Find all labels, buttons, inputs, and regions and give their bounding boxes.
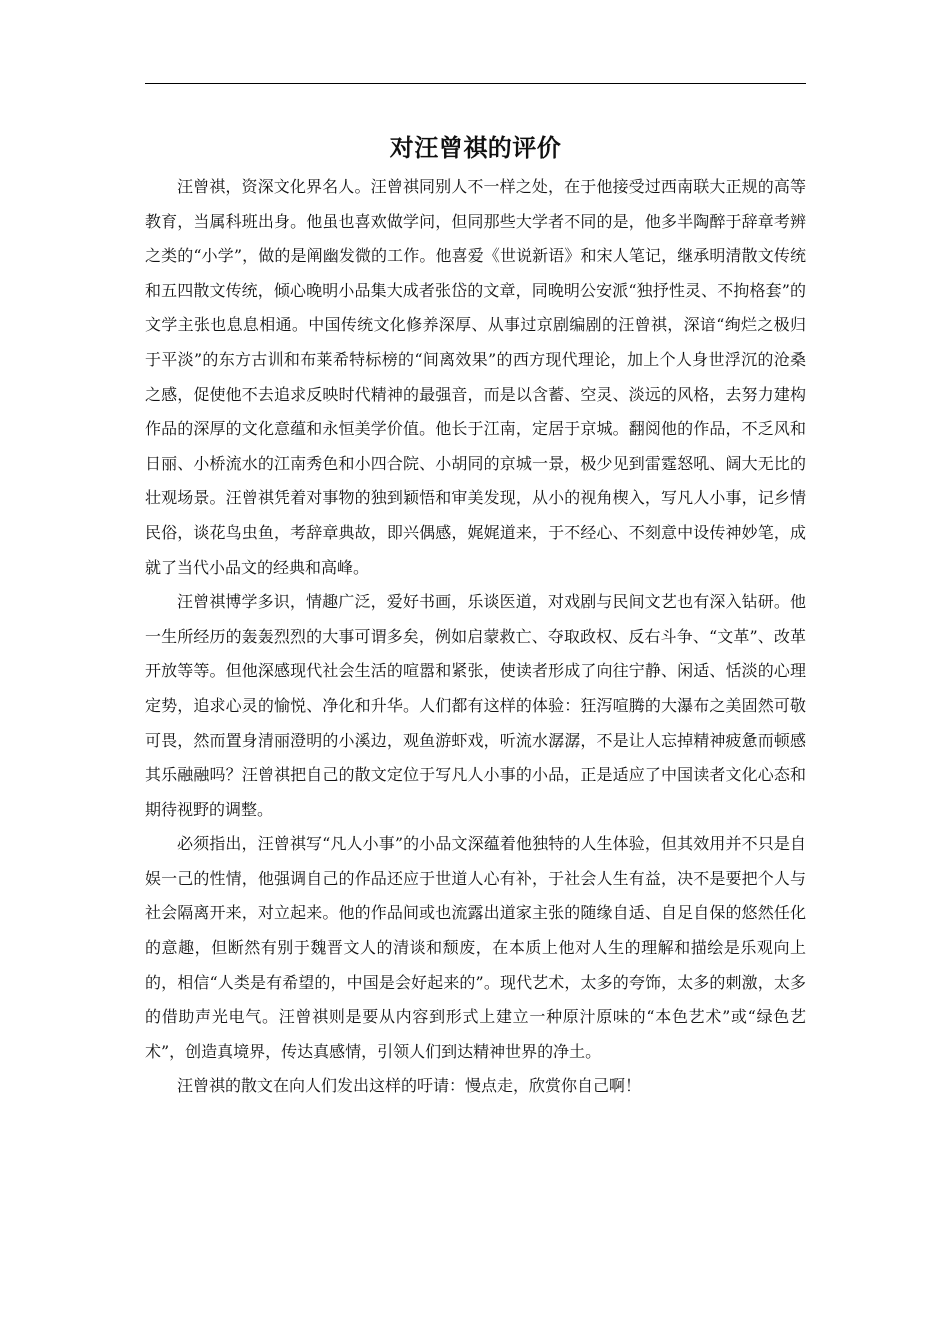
document-title: 对汪曾祺的评价 [389, 133, 562, 162]
document-body [145, 170, 806, 1104]
paragraph: 汪曾祺博学多识，情趣广泛，爱好书画，乐谈医道，对戏剧与民间文艺也有深入钻研。他一生所经历的轰轰烈烈的大事可谓多矣，例如启蒙救亡、夺取政权、反右斗争、“文革”、改革开放等等。但他深感现代社会生活的喧嚣和紧张，使读者形成了向往宁静、闲适、恬淡的心理定势，追求心灵的愉悦、净化和升华。人们都有这样的体验：狂泻喧腾的大瀑布之美固然可敬可畏，然而置身清丽澄明的小溪边，观鱼游虾戏，听流水潺潺，不是让人忘掉精神疲惫而顿感其乐融融吗？汪曾祺把自己的散文定位于写凡人小事的小品，正是适应了中国读者文化心态和期待视野的调整。 [145, 592, 806, 819]
paragraph: 汪曾祺，资深文化界名人。汪曾祺同别人不一样之处，在于他接受过西南联大正规的高等教育，当属科班出身。他虽也喜欢做学问，但同那些大学者不同的是，他多半陶醉于辞章考辨之类的“小学”，做的是阐幽发微的工作。他喜爱《世说新语》和宋人笔记，继承明清散文传统和五四散文传统，倾心晚明小品集大成者张岱的文章，同晚明公安派“独抒性灵、不拘格套”的文学主张也息息相通。中国传统文化修养深厚、从事过京剧编剧的汪曾祺，深谙“绚烂之极归于平淡”的东方古训和布莱希特标榜的“间离效果”的西方现代理论，加上个人身世浮沉的沧桑之感，促使他不去追求反映时代精神的最强音，而是以含蓄、空灵、淡远的风格，去努力建构作品的深厚的文化意蕴和永恒美学价值。他长于江南，定居于京城。翻阅他的作品，不乏风和日丽、小桥流水的江南秀色和小四合院、小胡同的京城一景，极少见到雷霆怒吼、阔大无比的壮观场景。汪曾祺凭着对事物的独到颖悟和审美发现，从小的视角楔入，写凡人小事，记乡情民俗，谈花鸟虫鱼，考辞章典故，即兴偶感，娓娓道来，于不经心、不刻意中设传神妙笔，成就了当代小品文的经典和高峰。 [145, 177, 806, 577]
paragraph: 必须指出，汪曾祺写“凡人小事”的小品文深蕴着他独特的人生体验，但其效用并不只是自娱一己的性情，他强调自己的作品还应于世道人心有补，于社会人生有益，决不是要把个人与社会隔离开来，对立起来。他的作品间或也流露出道家主张的随缘自适、自足自保的悠然任化的意趣，但断然有别于魏晋文人的清谈和颓废，在本质上他对人生的理解和描绘是乐观向上的，相信“人类是有希望的，中国是会好起来的”。现代艺术，太多的夸饰，太多的刺激，太多的借助声光电气。汪曾祺则是要从内容到形式上建立一种原汁原味的“本色艺术”或“绿色艺术”，创造真境界，传达真感情，引领人们到达精神世界的净土。 [145, 834, 806, 1061]
paragraph: 汪曾祺的散文在向人们发出这样的吁请：慢点走，欣赏你自己啊！ [177, 1076, 642, 1096]
header-rule [145, 83, 806, 84]
